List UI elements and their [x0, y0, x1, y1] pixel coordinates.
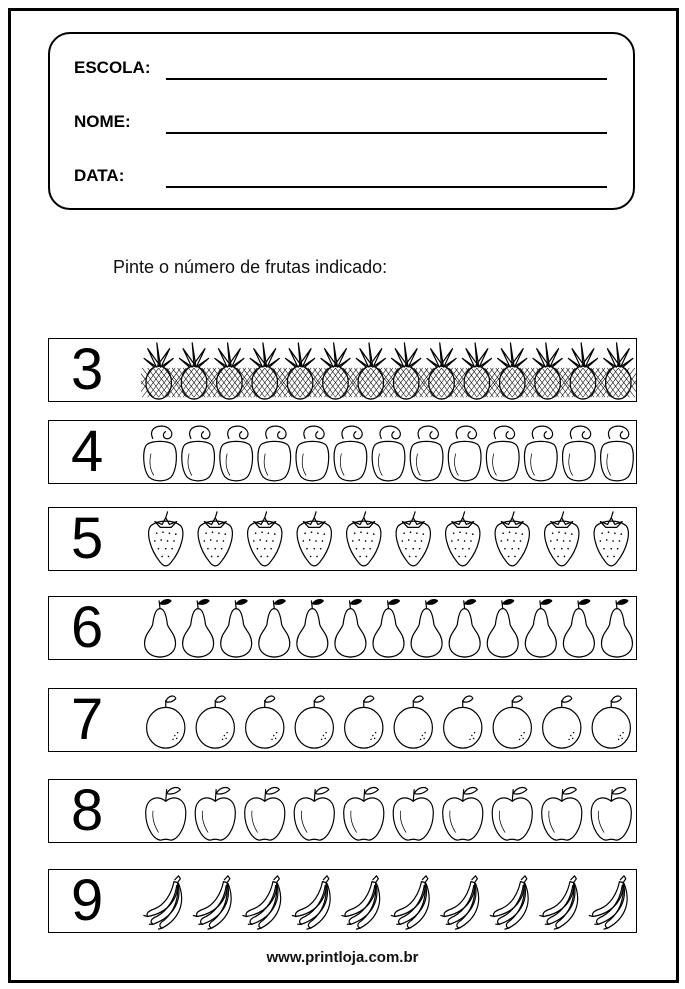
strawberry-icon[interactable]	[396, 512, 430, 566]
pear-icon[interactable]	[183, 600, 214, 657]
fruit-row-7	[48, 688, 637, 752]
strawberry-icon[interactable]	[495, 512, 529, 566]
pineapple-icon[interactable]	[237, 343, 292, 399]
orange-icon[interactable]	[246, 696, 284, 748]
date-line[interactable]	[166, 186, 607, 188]
apple-icon[interactable]	[492, 788, 532, 841]
school-field	[74, 58, 607, 82]
pear-icon[interactable]	[449, 600, 480, 657]
student-info-box	[48, 32, 635, 210]
apple-icon[interactable]	[245, 788, 285, 841]
apple-icon[interactable]	[344, 788, 384, 841]
orange-icon-strip	[141, 689, 636, 751]
banana-icon[interactable]	[144, 876, 182, 929]
strawberry-icon[interactable]	[248, 512, 282, 566]
apple-icon-group[interactable]	[141, 780, 636, 842]
row-number: 3	[71, 337, 104, 402]
pear-icon[interactable]	[601, 600, 632, 657]
strawberry-icon[interactable]	[347, 512, 381, 566]
fruit-row-9	[48, 869, 637, 933]
row-number: 6	[71, 595, 104, 660]
fruit-row-8	[48, 779, 637, 843]
website-footer: www.printloja.com.br	[266, 949, 419, 966]
pineapple-icon[interactable]	[308, 343, 363, 399]
strawberry-icon-strip	[141, 508, 636, 570]
orange-icon[interactable]	[394, 696, 432, 748]
pineapple-icon[interactable]	[343, 343, 398, 399]
apple-icon[interactable]	[591, 788, 631, 841]
orange-icon[interactable]	[295, 696, 333, 748]
cashew-icon[interactable]	[220, 426, 253, 481]
fruit-row-3	[48, 338, 637, 402]
strawberry-icon[interactable]	[446, 512, 480, 566]
strawberry-icon-group[interactable]	[141, 508, 636, 570]
pineapple-icon-strip	[141, 339, 636, 401]
name-line[interactable]	[166, 132, 607, 134]
school-label: ESCOLA:	[74, 58, 151, 77]
pineapple-icon[interactable]	[273, 343, 328, 399]
row-number: 9	[71, 868, 104, 933]
instruction-text: Pinte o número de frutas indicado:	[113, 257, 388, 277]
banana-icon-strip	[141, 870, 636, 932]
pear-icon[interactable]	[221, 600, 252, 657]
pineapple-icon[interactable]	[556, 343, 611, 399]
pineapple-icon[interactable]	[591, 343, 636, 399]
pear-icon[interactable]	[335, 600, 366, 657]
strawberry-icon[interactable]	[545, 512, 579, 566]
pineapple-icon[interactable]	[414, 343, 469, 399]
pineapple-icon[interactable]	[141, 343, 186, 399]
pineapple-icon[interactable]	[520, 343, 575, 399]
pear-icon[interactable]	[259, 600, 290, 657]
strawberry-icon[interactable]	[198, 512, 232, 566]
cashew-icon[interactable]	[563, 426, 596, 481]
pineapple-icon[interactable]	[379, 343, 434, 399]
cashew-icon-strip	[141, 421, 636, 483]
orange-icon[interactable]	[592, 696, 630, 748]
cashew-icon[interactable]	[372, 426, 405, 481]
apple-icon-strip	[141, 780, 636, 842]
orange-icon-group[interactable]	[141, 689, 636, 751]
cashew-icon[interactable]	[601, 426, 634, 481]
cashew-icon[interactable]	[486, 426, 519, 481]
pear-icon[interactable]	[145, 600, 176, 657]
name-label: NOME:	[74, 112, 131, 131]
row-number: 5	[71, 506, 104, 571]
row-number: 7	[71, 687, 104, 752]
fruit-row-5	[48, 507, 637, 571]
orange-icon[interactable]	[444, 696, 482, 748]
apple-icon[interactable]	[294, 788, 334, 841]
name-field	[74, 112, 607, 136]
pineapple-icon[interactable]	[485, 343, 540, 399]
orange-icon[interactable]	[345, 696, 383, 748]
banana-icon[interactable]	[342, 876, 380, 929]
pear-icon[interactable]	[525, 600, 556, 657]
apple-icon[interactable]	[443, 788, 483, 841]
banana-icon[interactable]	[589, 876, 627, 929]
pineapple-icon[interactable]	[202, 343, 257, 399]
orange-icon[interactable]	[543, 696, 581, 748]
pear-icon[interactable]	[563, 600, 594, 657]
cashew-icon[interactable]	[296, 426, 329, 481]
pear-icon-strip	[141, 597, 636, 659]
apple-icon[interactable]	[195, 788, 235, 841]
fruit-row-6	[48, 596, 637, 660]
banana-icon[interactable]	[193, 876, 231, 929]
date-field	[74, 166, 607, 190]
strawberry-icon[interactable]	[149, 512, 183, 566]
cashew-icon[interactable]	[334, 426, 367, 481]
cashew-icon[interactable]	[258, 426, 291, 481]
cashew-icon[interactable]	[410, 426, 443, 481]
orange-icon[interactable]	[196, 696, 234, 748]
orange-icon[interactable]	[493, 696, 531, 748]
row-number: 4	[71, 419, 104, 484]
pineapple-icon[interactable]	[167, 343, 222, 399]
pear-icon[interactable]	[487, 600, 518, 657]
strawberry-icon[interactable]	[297, 512, 331, 566]
pear-icon[interactable]	[411, 600, 442, 657]
row-number: 8	[71, 778, 104, 843]
fruit-row-4	[48, 420, 637, 484]
pear-icon[interactable]	[373, 600, 404, 657]
cashew-icon-group[interactable]	[141, 421, 636, 483]
cashew-icon[interactable]	[448, 426, 481, 481]
banana-icon[interactable]	[391, 876, 429, 929]
banana-icon[interactable]	[490, 876, 528, 929]
strawberry-icon[interactable]	[594, 512, 628, 566]
banana-icon[interactable]	[292, 876, 330, 929]
pineapple-icon-group[interactable]	[141, 339, 636, 401]
banana-icon[interactable]	[540, 876, 578, 929]
banana-icon[interactable]	[441, 876, 479, 929]
banana-icon[interactable]	[243, 876, 281, 929]
banana-icon-group[interactable]	[141, 870, 636, 932]
apple-icon[interactable]	[542, 788, 582, 841]
pear-icon-group[interactable]	[141, 597, 636, 659]
apple-icon[interactable]	[393, 788, 433, 841]
cashew-icon[interactable]	[182, 426, 215, 481]
orange-icon[interactable]	[147, 696, 185, 748]
apple-icon[interactable]	[146, 788, 186, 841]
cashew-icon[interactable]	[524, 426, 557, 481]
pear-icon[interactable]	[297, 600, 328, 657]
cashew-icon[interactable]	[144, 426, 177, 481]
school-line[interactable]	[166, 78, 607, 80]
date-label: DATA:	[74, 166, 125, 185]
pineapple-icon[interactable]	[450, 343, 505, 399]
